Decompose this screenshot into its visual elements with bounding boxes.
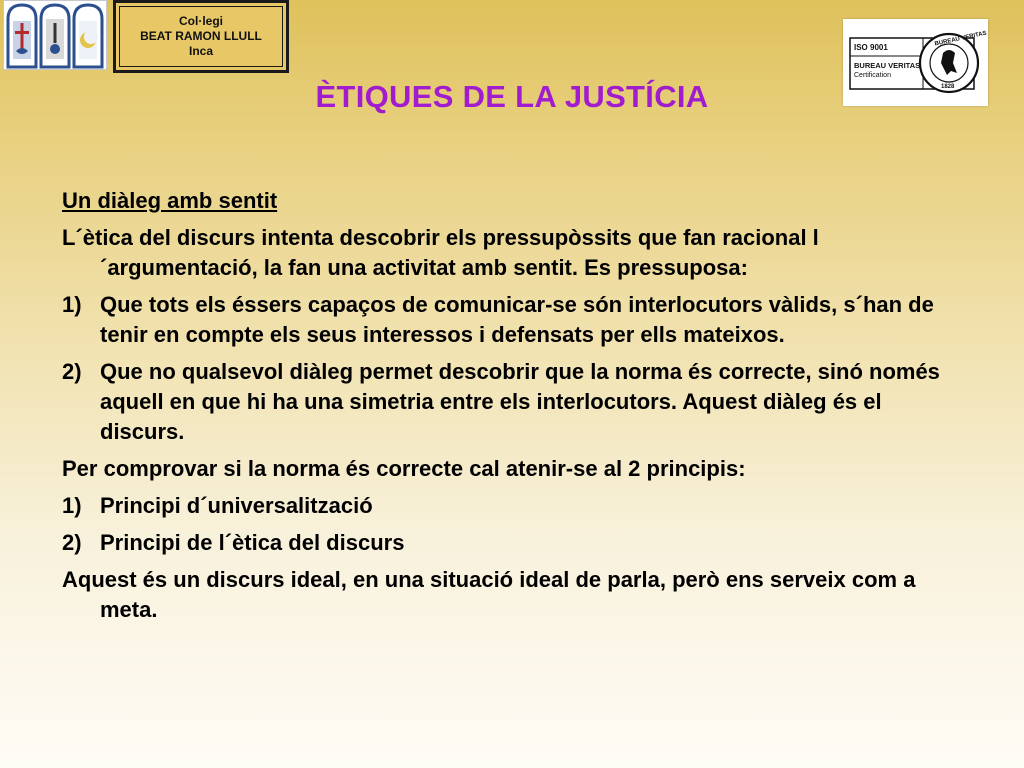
- list-item-text: Principi de l´ètica del discurs: [100, 530, 405, 555]
- list-item-number: 1): [62, 493, 82, 518]
- school-name-line-1: Col·legi: [179, 14, 223, 28]
- intro-paragraph: L´ètica del discurs intenta descobrir els pressupòssits que fan racional l´argumentació, la fan una activitat amb sentit. Es pressuposa:: [62, 225, 819, 280]
- cert-iso-label: ISO 9001: [854, 43, 888, 52]
- cert-sub-label: Certification: [854, 72, 891, 79]
- list-item-number: 1): [62, 292, 82, 317]
- cert-seal-text: BUREAU VERITAS: [934, 30, 988, 48]
- section-subtitle: Un diàleg amb sentit: [62, 188, 278, 213]
- list-item: [62, 491, 972, 521]
- school-name-frame: [119, 6, 283, 67]
- school-name-line-2: BEAT RAMON LLULL: [140, 29, 262, 43]
- list-item: [62, 357, 972, 447]
- list-item-number: 2): [62, 530, 82, 555]
- list-item-text: Principi d´universalització: [100, 493, 373, 518]
- principles-intro-paragraph: Per comprovar si la norma és correcte cal atenir-se al 2 principis:: [62, 456, 746, 481]
- list-item-number: 2): [62, 359, 82, 384]
- slide-title: ÈTIQUES DE LA JUSTÍCIA: [315, 79, 709, 114]
- cert-brand-label: BUREAU VERITAS: [854, 61, 921, 70]
- list-item-text: Que tots els éssers capaços de comunicar-se són interlocutors vàlids, s´han de tenir en compte els seus interessos i defensats per ells mateixos.: [100, 292, 934, 347]
- cert-seal-year: 1828: [941, 84, 955, 90]
- school-name-box: [113, 0, 289, 73]
- slide-body: [62, 186, 972, 632]
- school-crest-logo: [3, 0, 107, 70]
- list-item: [62, 528, 972, 558]
- conclusion-paragraph: Aquest és un discurs ideal, en una situació ideal de parla, però ens serveix com a meta.: [62, 567, 916, 622]
- list-item: [62, 290, 972, 350]
- list-item-text: Que no qualsevol diàleg permet descobrir que la norma és correcte, sinó només aquell en que hi ha una simetria entre els interlocutors. Aquest diàleg és el discurs.: [100, 359, 940, 444]
- school-name-line-3: Inca: [188, 44, 213, 58]
